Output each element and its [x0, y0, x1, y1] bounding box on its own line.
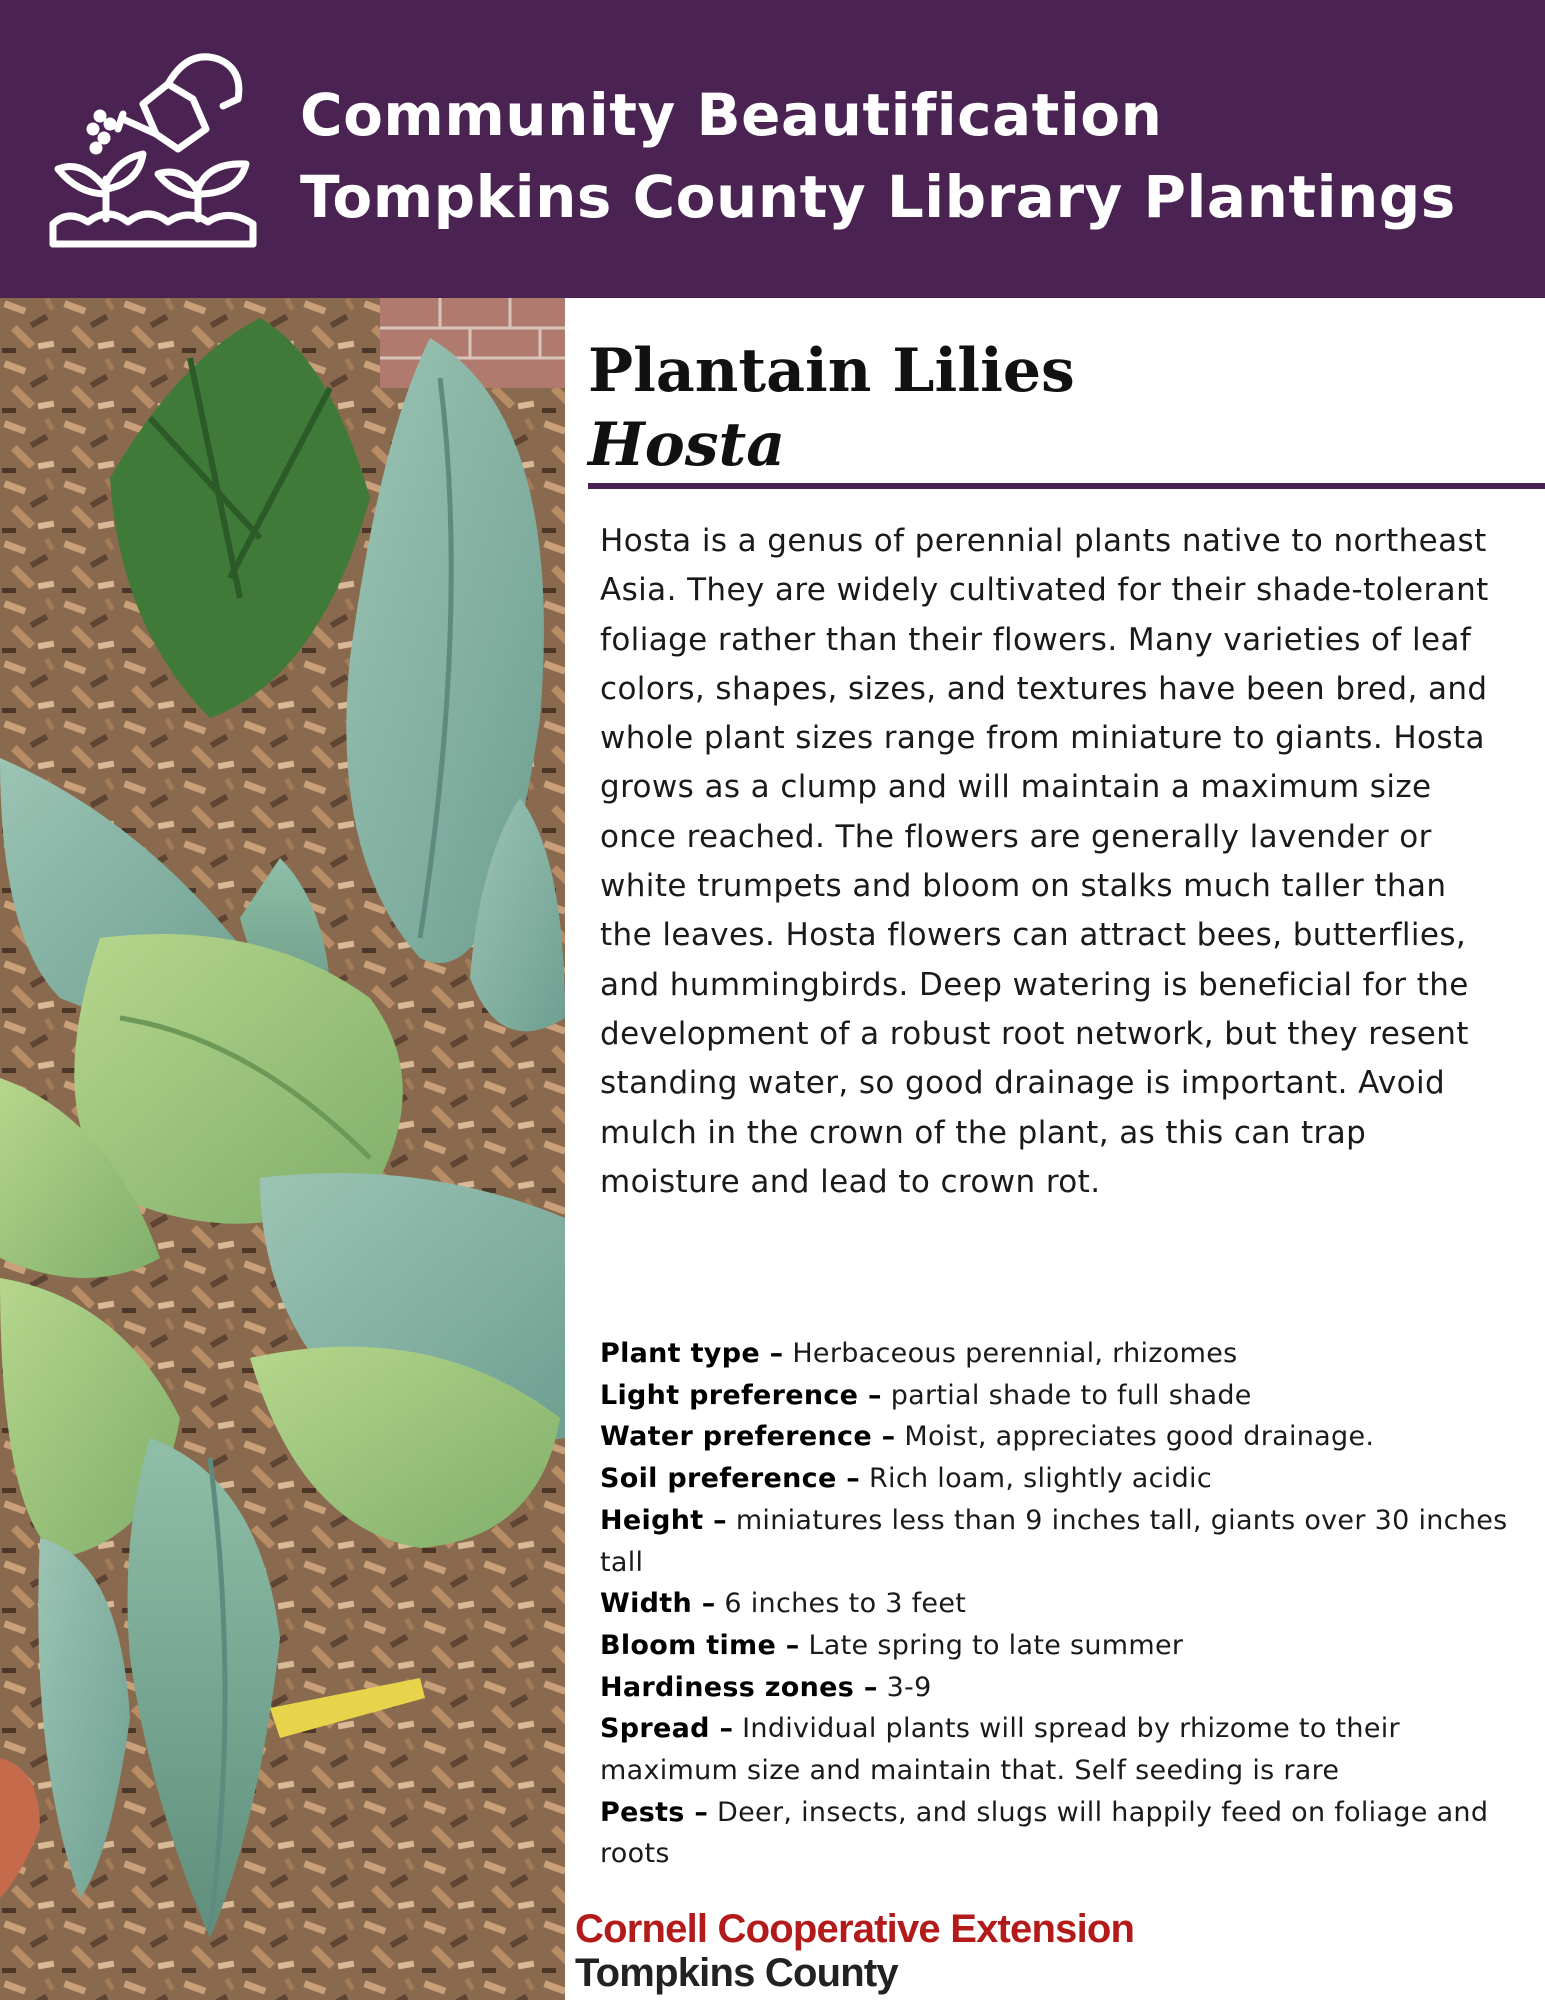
footer-county: Tompkins County	[575, 1951, 898, 1995]
plant-facts-list	[600, 1333, 1520, 1875]
header-title-line2: Tompkins County Library Plantings	[300, 163, 1456, 231]
watering-can-seedlings-icon	[48, 44, 260, 254]
fact-value: Deer, insects, and slugs will happily feed on foliage and roots	[600, 1796, 1489, 1870]
common-name: Plantain Lilies	[588, 336, 1075, 406]
fact-spread	[600, 1708, 1520, 1791]
fact-width	[600, 1583, 1520, 1625]
fact-label: Soil preference –	[600, 1463, 861, 1495]
plant-name	[588, 334, 1075, 482]
fact-label: Water preference –	[600, 1421, 896, 1453]
fact-label: Spread –	[600, 1713, 734, 1745]
fact-pests	[600, 1792, 1520, 1875]
fact-value: Moist, appreciates good drainage.	[904, 1421, 1375, 1453]
fact-hardiness-zones	[600, 1667, 1520, 1709]
fact-label: Width –	[600, 1588, 716, 1620]
fact-soil-preference	[600, 1458, 1520, 1500]
fact-value: 3-9	[886, 1671, 932, 1703]
fact-value: Individual plants will spread by rhizome to their maximum size and maintain that. Self seeding is rare	[600, 1713, 1400, 1787]
fact-height	[600, 1500, 1520, 1583]
fact-value: Herbaceous perennial, rhizomes	[792, 1338, 1238, 1369]
fact-bloom-time	[600, 1625, 1520, 1667]
fact-value: miniatures less than 9 inches tall, giants over 30 inches tall	[600, 1504, 1508, 1578]
fact-value: Rich loam, slightly acidic	[868, 1463, 1212, 1495]
fact-light-preference	[600, 1375, 1520, 1417]
fact-value: Late spring to late summer	[808, 1629, 1184, 1661]
hosta-photo	[0, 298, 565, 2000]
fact-value: partial shade to full shade	[890, 1379, 1252, 1411]
plant-description: Hosta is a genus of perennial plants native to northeast Asia. They are widely cultivated for their shade-tolerant foliage rather than their flowers. Many varieties of leaf colors, shapes, sizes, and textures have been bred, and whole plant sizes range from miniature to giants. Hosta grows as a clump and will maintain a maximum size once reached. The flowers are generally lavender or white trumpets and bloom on stalks much taller than the leaves. Hosta flowers can attract bees, butterflies, and hummingbirds. Deep watering is beneficial for the development of a robust root network, but they resent standing water, so good drainage is important. Avoid mulch in the crown of the plant, as this can trap moisture and lead to crown rot.	[600, 523, 1489, 1200]
latin-name: Hosta	[588, 410, 786, 480]
fact-water-preference	[600, 1416, 1520, 1458]
fact-value: 6 inches to 3 feet	[724, 1588, 967, 1620]
title-divider	[588, 483, 1545, 489]
header-title-line1: Community Beautification	[300, 81, 1163, 149]
fact-label: Light preference –	[600, 1379, 882, 1411]
fact-label: Hardiness zones –	[600, 1671, 878, 1703]
fact-label: Height –	[600, 1504, 727, 1536]
fact-plant-type	[600, 1333, 1520, 1375]
header-title	[300, 74, 1456, 238]
footer-org-name: Cornell Cooperative Extension	[575, 1907, 1135, 1951]
fact-label: Pests –	[600, 1796, 709, 1828]
fact-label: Plant type –	[600, 1338, 784, 1369]
header-banner	[0, 0, 1545, 298]
fact-label: Bloom time –	[600, 1629, 800, 1661]
